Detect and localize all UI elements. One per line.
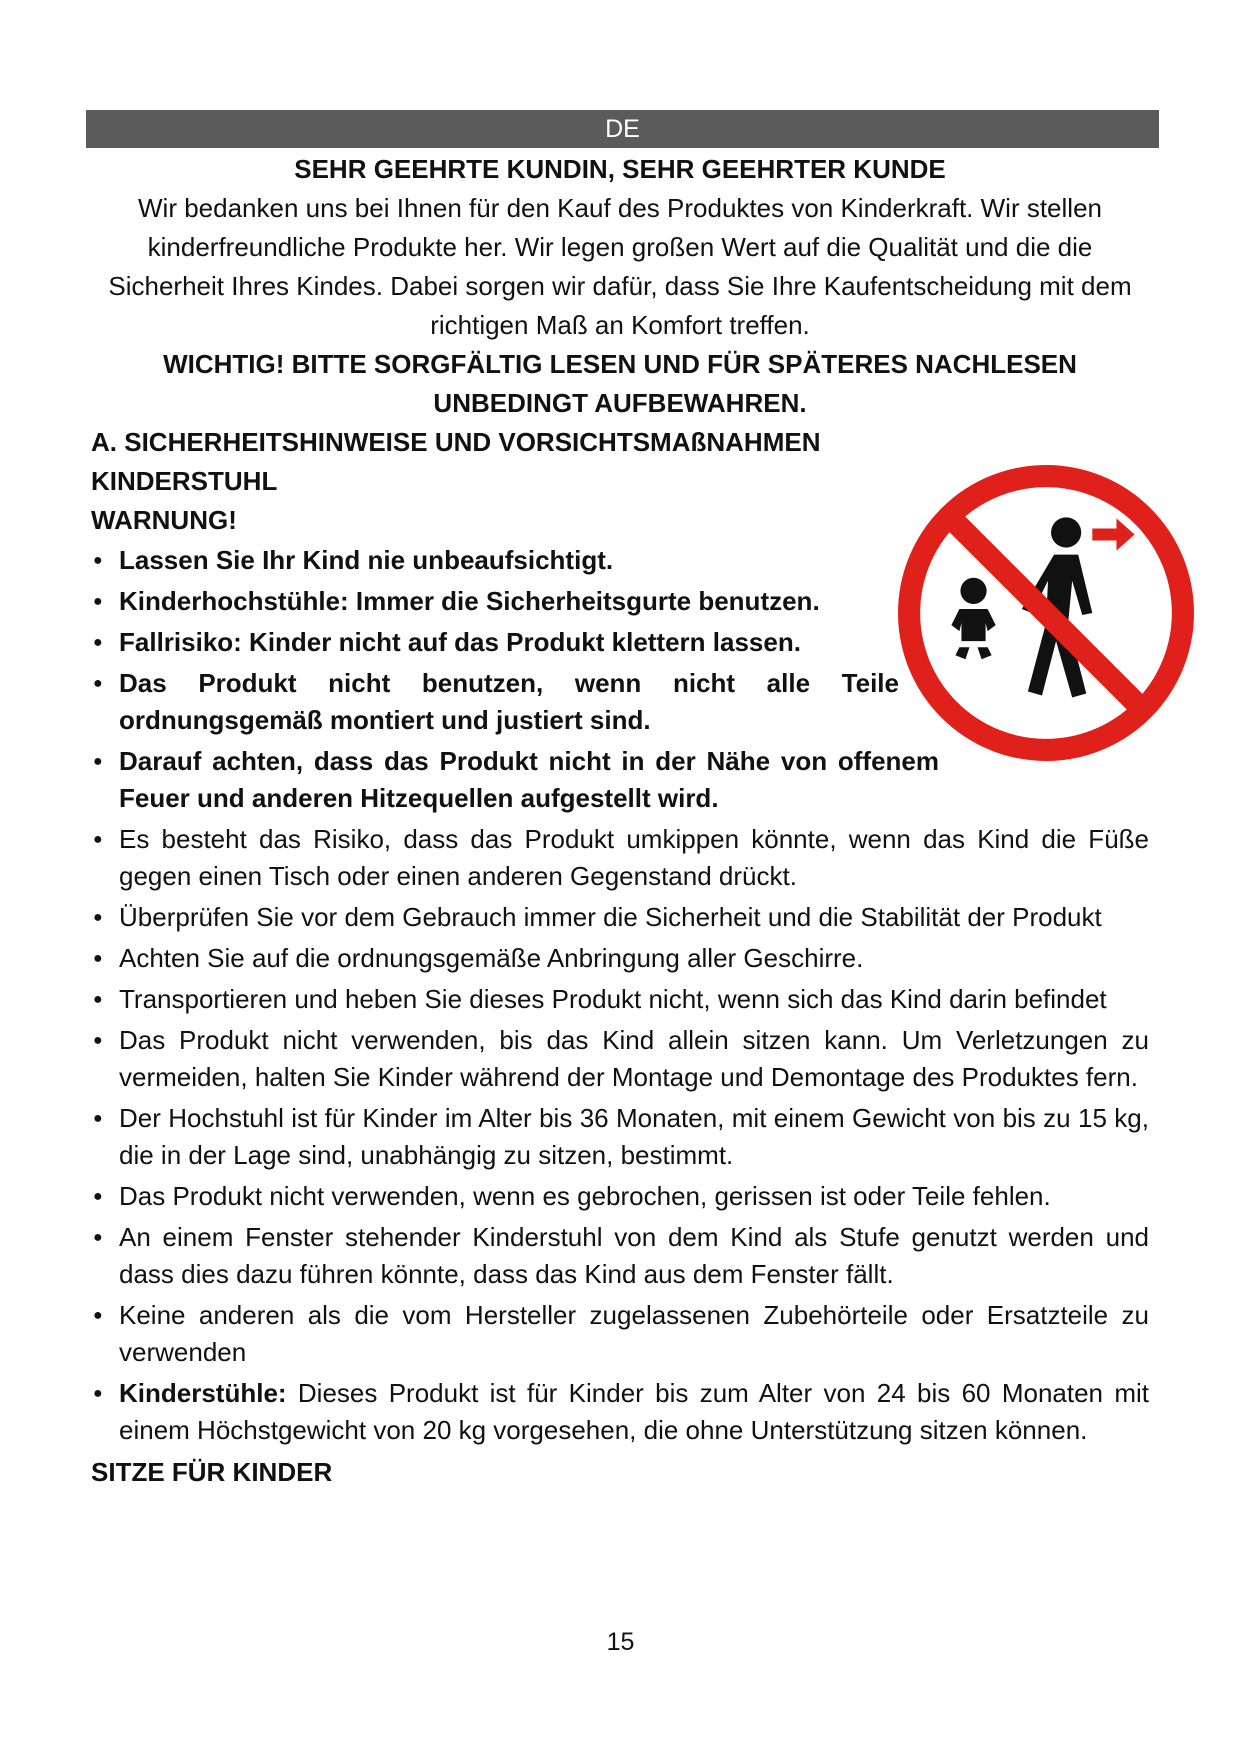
- list-item: ● Das Produkt nicht verwenden, bis das Kind allein sitzen kann. Um Verletzungen zu vermeiden, halten Sie Kinder während der Montage und Demontage des Produktes fern.: [91, 1022, 1149, 1096]
- footer-heading: SITZE FÜR KINDER: [91, 1457, 333, 1487]
- page-content: [91, 150, 1149, 1492]
- bullet-label: Kinderstühle:: [119, 1378, 287, 1408]
- list-item: ● Keine anderen als die vom Hersteller zugelassenen Zubehörteile oder Ersatzteile zu verwenden: [91, 1297, 1149, 1371]
- greeting-heading: SEHR GEEHRTE KUNDIN, SEHR GEEHRTER KUNDE: [294, 154, 946, 184]
- list-item: ● Kinderhochstühle: Immer die Sicherheitsgurte benutzen.: [91, 583, 899, 620]
- section-a-heading: A. SICHERHEITSHINWEISE UND VORSICHTSMAßNAHMEN: [91, 427, 821, 457]
- list-item: ● Es besteht das Risiko, dass das Produkt umkippen könnte, wenn das Kind die Füße gegen einen Tisch oder einen anderen Gegenstand drückt.: [91, 821, 1149, 895]
- list-item: ● Transportieren und heben Sie dieses Produkt nicht, wenn sich das Kind darin befindet: [91, 981, 1149, 1018]
- list-item: ● Fallrisiko: Kinder nicht auf das Produkt klettern lassen.: [91, 624, 899, 661]
- page-number: 15: [606, 1628, 635, 1656]
- bullet-text: Dieses Produkt ist für Kinder bis zum Alter von 24 bis 60 Monaten mit einem Höchstgewicht von 20 kg vorgesehen, die ohne Unterstützung sitzen können.: [119, 1378, 1149, 1445]
- subsection-heading: KINDERSTUHL: [91, 466, 278, 496]
- no-children-unattended-icon: [895, 462, 1197, 764]
- list-item: ● Darauf achten, dass das Produkt nicht in der Nähe von offenem Feuer und anderen Hitzequellen aufgestellt wird.: [91, 743, 939, 817]
- language-header-bar: DE: [86, 110, 1159, 148]
- list-item: ● Achten Sie auf die ordnungsgemäße Anbringung aller Geschirre.: [91, 940, 1149, 977]
- intro-paragraph: Wir bedanken uns bei Ihnen für den Kauf des Produktes von Kinderkraft. Wir stellen kinderfreundliche Produkte her. Wir legen großen Wert auf die Qualität und die die Sicherheit Ihres Kindes. Dabei sorgen wir dafür, dass Sie Ihre Kaufentscheidung mit dem richtigen Maß an Komfort treffen.: [108, 193, 1132, 340]
- list-item: ● Lassen Sie Ihr Kind nie unbeaufsichtigt.: [91, 542, 899, 579]
- list-item: ● Das Produkt nicht benutzen, wenn nicht alle Teile ordnungsgemäß montiert und justiert sind.: [91, 665, 899, 739]
- list-item: [91, 1375, 1149, 1449]
- warning-heading: WARNUNG!: [91, 505, 237, 535]
- list-item: ● An einem Fenster stehender Kinderstuhl von dem Kind als Stufe genutzt werden und dass dies dazu führen könnte, dass das Kind aus dem Fenster fällt.: [91, 1219, 1149, 1293]
- list-item: ● Der Hochstuhl ist für Kinder im Alter bis 36 Monaten, mit einem Gewicht von bis zu 15 kg, die in der Lage sind, unabhängig zu sitzen, bestimmt.: [91, 1100, 1149, 1174]
- warning-list: [91, 821, 1149, 1449]
- important-notice: WICHTIG! BITTE SORGFÄLTIG LESEN UND FÜR SPÄTERES NACHLESEN UNBEDINGT AUFBEWAHREN.: [163, 349, 1077, 418]
- list-item: ● Das Produkt nicht verwenden, wenn es gebrochen, gerissen ist oder Teile fehlen.: [91, 1178, 1149, 1215]
- list-item: ● Überprüfen Sie vor dem Gebrauch immer die Sicherheit und die Stabilität der Produkt: [91, 899, 1149, 936]
